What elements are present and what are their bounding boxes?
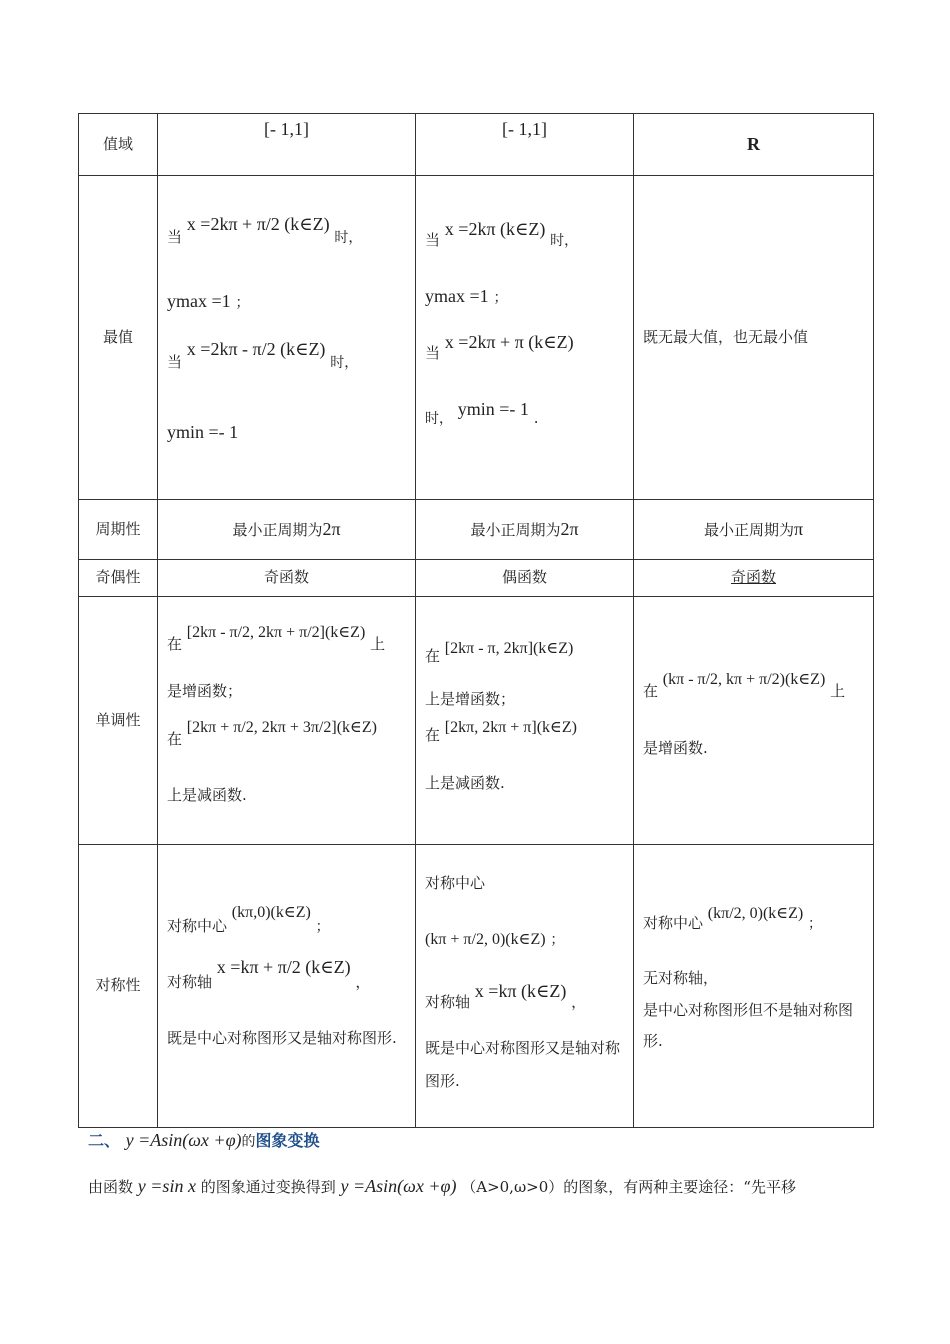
label-period: 周期性 [79, 500, 158, 560]
sin-symmetry-axis: x =kπ + π/2 (k∈Z) [216, 957, 351, 978]
row-range [79, 114, 874, 176]
sin-max-value: ymax =1 [167, 291, 231, 312]
tan-no-axis: 无对称轴， [643, 969, 719, 988]
range-sin: [- 1,1] [264, 119, 309, 139]
section-formula: y =Asin(ωx +φ) [125, 1130, 242, 1150]
label-range: 值域 [79, 114, 158, 176]
label-symmetry: 对称性 [79, 845, 158, 1128]
symmetry-tan: 对称中心 (kπ/2, 0)(k∈Z) ； 无对称轴， 是中心对称图形但不是轴对称图形. [634, 845, 874, 1128]
tan-increasing-interval: (kπ - π/2, kπ + π/2)(k∈Z) [662, 671, 826, 689]
cos-min-value: ymin =- 1 [457, 398, 529, 419]
cos-decreasing-interval: [2kπ, 2kπ + π](k∈Z) [444, 718, 577, 736]
monotonic-sin: 在 [2kπ - π/2, 2kπ + π/2](k∈Z) 上 是增函数； 在 [2kπ + π/2, 2kπ + 3π/2](k∈Z) 上是减函数. [158, 597, 416, 845]
cos-max-value: ymax =1 [425, 286, 489, 307]
section-number: 二、 [88, 1131, 121, 1150]
cos-symmetry-center: (kπ + π/2, 0)(k∈Z) [425, 930, 546, 948]
label-extrema: 最值 [79, 176, 158, 500]
sin-symmetry-note: 既是中心对称图形又是轴对称图形. [167, 1028, 397, 1047]
period-cos: 最小正周期为2π [416, 500, 634, 560]
sin-increasing-interval: [2kπ - π/2, 2kπ + π/2](k∈Z) [186, 624, 366, 642]
sin-min-value: ymin =- 1 [167, 421, 239, 442]
cos-max-condition: x =2kπ (k∈Z) [444, 218, 546, 239]
row-monotonic [79, 597, 874, 845]
formula-general: y =Asin(ωx +φ) [340, 1176, 457, 1196]
cos-increasing-interval: [2kπ - π, 2kπ](k∈Z) [444, 640, 574, 658]
sin-decreasing-interval: [2kπ + π/2, 2kπ + 3π/2](k∈Z) [186, 718, 377, 736]
tan-symmetry-center: (kπ/2, 0)(k∈Z) [707, 905, 804, 923]
period-tan: 最小正周期为π [634, 500, 874, 560]
row-symmetry [79, 845, 874, 1128]
sin-min-condition: x =2kπ - π/2 (k∈Z) [186, 338, 326, 359]
tan-symmetry-note: 是中心对称图形但不是轴对称图形. [643, 1000, 854, 1051]
cos-symmetry-note: 既是中心对称图形又是轴对称图形. [425, 1038, 621, 1090]
symmetry-cos: 对称中心 (kπ + π/2, 0)(k∈Z) ； 对称轴 x =kπ (k∈Z) ， 既是中心对称图形又是轴对称图形. [416, 845, 634, 1128]
sin-symmetry-center: (kπ,0)(k∈Z) [231, 904, 311, 922]
sin-max-condition: x =2kπ + π/2 (k∈Z) [186, 213, 330, 234]
row-extrema [79, 176, 874, 500]
parity-cos: 偶函数 [416, 560, 634, 597]
label-monotonic: 单调性 [79, 597, 158, 845]
range-cos: [- 1,1] [502, 119, 547, 139]
monotonic-cos: 在 [2kπ - π, 2kπ](k∈Z) 上是增函数； 在 [2kπ, 2kπ + π](k∈Z) 上是减函数. [416, 597, 634, 845]
section-heading: 二、 y =Asin(ωx +φ)的图象变换 [88, 1130, 320, 1150]
parity-sin: 奇函数 [158, 560, 416, 597]
extrema-tan: 既无最大值，也无最小值 [634, 176, 874, 500]
row-period [79, 500, 874, 560]
cos-min-condition: x =2kπ + π (k∈Z) [444, 331, 574, 352]
label-parity: 奇偶性 [79, 560, 158, 597]
extrema-sin: 当 x =2kπ + π/2 (k∈Z) 时， ymax =1 ； 当 x =2kπ - π/2 (k∈Z) 时， ymin =- 1 [158, 176, 416, 500]
extrema-cos: 当 x =2kπ (k∈Z) 时， ymax =1 ； 当 x =2kπ + π (k∈Z) 时， ymin =- 1 . [416, 176, 634, 500]
section-title: 图象变换 [255, 1131, 320, 1150]
intro-paragraph: 由函数 y =sin x 的图象通过变换得到 y =Asin(ωx +φ) （A>0,ω>0）的图象，有两种主要途径：“先平移 [88, 1176, 796, 1196]
row-parity [79, 560, 874, 597]
monotonic-tan: 在 (kπ - π/2, kπ + π/2)(k∈Z) 上 是增函数. [634, 597, 874, 845]
range-tan: R [747, 133, 760, 154]
trig-properties-table [78, 113, 874, 1128]
cos-symmetry-axis: x =kπ (k∈Z) [474, 981, 567, 1002]
parity-tan: 奇函数 [634, 560, 874, 597]
symmetry-sin: 对称中心 (kπ,0)(k∈Z) ； 对称轴 x =kπ + π/2 (k∈Z) ， 既是中心对称图形又是轴对称图形. [158, 845, 416, 1128]
formula-sin: y =sin x [137, 1176, 196, 1196]
period-sin: 最小正周期为2π [158, 500, 416, 560]
